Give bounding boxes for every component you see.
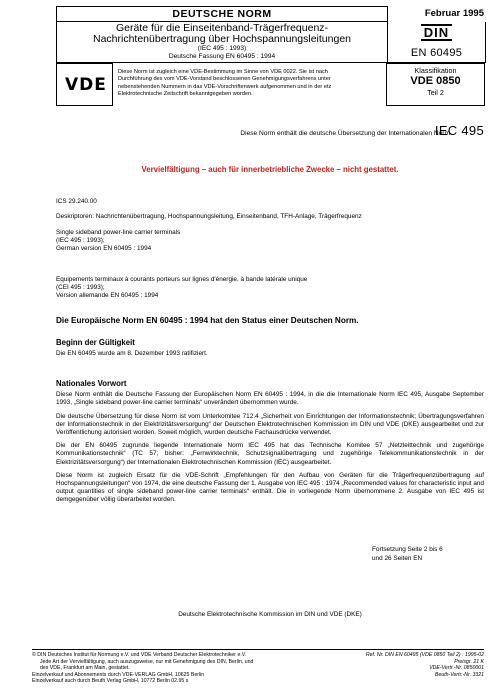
french-title-line: (CEI 495 : 1993);: [56, 284, 105, 292]
classification-label: Klassifikation: [414, 66, 457, 75]
en-number: EN 60495: [410, 47, 463, 59]
title-line-1: Geräte für die Einseitenband-Trägerfrequenz-: [115, 22, 329, 34]
continuation-line: und 26 Seiten EN: [372, 554, 423, 562]
footer-ref-line: Preisgr. 21 K: [454, 658, 484, 665]
english-title-block: [56, 229, 484, 254]
footer-line: des VDE, Frankfurt am Main, gestattet.: [40, 665, 130, 672]
foreword-paragraph: Diese Norm ist zugleich Ersatz für die VDE-Schrift „Empfehlungen für den Aufbau von Geräten für die Trägerfrequenzübertragung auf Hochspannungsleitungen“ von 1974, die eine deutsche Fassung der 1. Ausgabe von IEC 495 : 1974 „Recommended values for characteristic input and output quantities of single sideband power-line carrier terminals“ enthält. Die in vorliegende Norm übernommene 2. Ausgabe von IEC 495 ist demgegenüber völlig überarbeitet worden.: [56, 471, 484, 504]
foreword-paragraph: Die deutsche Übersetzung für diese Norm ist vom Unterkomitee 712.4 „Sicherheit von Einrichtungen der Informationstechnik; Übertragungsverfahren der Informationstechnik in der Elektrizitätsversorgung“ der Deutschen Elektrotechnischen Kommission im DIN und VDE (DKE) ausgearbeitet und zur Veröffentlichung autorisiert worden. Soweit möglich, wurden deutsche Fachausdrücke verwendet.: [56, 412, 484, 437]
footer-divider: [32, 649, 484, 650]
din-block: [388, 22, 485, 62]
vde-notice-line: nebenstehenden Nummern in das VDE-Vorschriftenwerk aufgenommen und in der etz: [118, 83, 332, 90]
title-iec-ref: (IEC 495 : 1993): [197, 45, 247, 52]
french-title-block: [56, 276, 484, 301]
vde-logo-box: [56, 63, 113, 106]
english-title-line: (IEC 495 : 1993);: [56, 237, 105, 245]
vde-notice-line: Elektrotechnische Zeitschrift bekanntgegeben worden.: [118, 91, 253, 98]
status-statement: Die Europäische Norm EN 60495 : 1994 hat den Status einer Deutschen Norm.: [56, 316, 359, 325]
foreword-paragraph: Die der EN 60495 zugrunde liegende Internationale Norm IEC 495 hat das Technische Komitee 57 „Netzleittechnik und zugehörige Kommunikationstechnik“ (TC 57; bisher: „Fernwirktechnik, Schutzsignalübertragung und zugehörige Telekommunikationstechnik in der Elektrizitätsversorgung“) der Internationalen Elektrotechnischen Kommission (IEC) ausgearbeitet.: [56, 442, 484, 466]
validity-text: Die EN 60495 wurde am 8. Dezember 1993 ratifiziert.: [56, 350, 208, 358]
classification-box: [386, 63, 485, 106]
footer-ref-line: Ref. Nr. DIN EN 60495 (VDE 0850 Teil 2) : 1995-02: [365, 652, 484, 658]
vde-row: [56, 63, 484, 106]
title-header: [56, 22, 486, 63]
footer-line: © DIN Deutsches Institut für Normung e.V. und VDE Verband Deutscher Elektrotechniker e.V.: [32, 652, 247, 658]
title-block: [57, 22, 388, 62]
english-title-line: German version EN 60495 : 1994: [56, 245, 152, 253]
iec-number: IEC 495: [434, 123, 484, 138]
continuation-line: Fortsetzung Seite 2 bis 6: [372, 546, 443, 553]
english-title-line: Single sideband power-line carrier terminals: [56, 229, 181, 236]
din-logo: DIN: [421, 24, 452, 41]
french-title-line: Equipements terminaux à courants porteurs sur lignes d'énergie, à bande latérale unique: [56, 276, 308, 283]
issue-date: Februar 1995: [424, 8, 484, 19]
french-title-line: Version allemande EN 60495 : 1994: [56, 292, 159, 300]
vde-notice-line: Durchführung des vom VDE-Vorstand beschlossenen Genehmigungsverfahrens unter: [118, 76, 331, 83]
vde-notice-line: Diese Norm ist zugleich eine VDE-Bestimmung im Sinne von VDE 0022. Sie ist nach: [118, 69, 328, 75]
norm-type-label: DEUTSCHE NORM: [56, 6, 388, 22]
classification-value: VDE 0850: [410, 75, 461, 87]
vde-logo: VDE: [65, 75, 107, 95]
top-bar: [56, 6, 484, 22]
footer-ref-line: Beuth-Vertr.-Nr. 3321: [434, 671, 484, 678]
classification-part: Teil 2: [427, 88, 444, 97]
continuation-note: [372, 546, 484, 563]
footer-line: Einzelverkauf und Abonnements durch VDE-VERLAG GmbH, 10625 Berlin: [32, 671, 205, 678]
validity-section: [56, 339, 484, 358]
copy-warning: Vervielfältigung – auch für innerbetriebliche Zwecke – nicht gestattet.: [141, 165, 399, 174]
foreword-paragraph: Diese Norm enthält die Deutsche Fassung der Europäischen Norm EN 60495 : 1994, in die die Internationale Norm IEC 495, Ausgabe September 1993, „Single sideband power-line carrier terminals“ unverändert übernommen wurde.: [56, 391, 484, 407]
iec-reference-text: Diese Norm enthält die deutsche Übersetzung der Internationalen Norm: [240, 130, 450, 137]
descriptors: Deskriptoren: Nachrichtenübertragung, Hochspannungsleitung, Einseitenband, TFH-Anlage, Trägerfrequenz: [56, 213, 362, 220]
iec-reference-line: [56, 122, 484, 142]
footer-reference: [320, 652, 484, 678]
commission-name: Deutsche Elektrotechnische Kommission im DIN und VDE (DKE): [178, 611, 362, 618]
footer-line: Jede Art der Vervielfältigung, auch auszugsweise, nur mit Genehmigung des DIN, Berlin, und: [40, 658, 254, 665]
national-foreword: [56, 380, 484, 505]
validity-heading: Beginn der Gültigkeit: [56, 338, 135, 347]
footer-line: Einzelverkauf auch durch Beuth Verlag GmbH, 10772 Berlin 02.95 s: [32, 678, 189, 685]
title-german-version: Deutsche Fassung EN 60495 : 1994: [168, 53, 276, 60]
footer-copyright: [32, 652, 322, 685]
title-line-2: Nachrichtenübertragung über Hochspannungsleitungen: [92, 33, 351, 45]
ics-code: ICS 29.240.00: [56, 198, 97, 205]
vde-notice: [118, 69, 382, 99]
footer-ref-line: VDE-Vertr.-Nr. 0850001: [429, 665, 484, 672]
footer: [0, 625, 495, 700]
foreword-heading: Nationales Vorwort: [56, 379, 127, 388]
